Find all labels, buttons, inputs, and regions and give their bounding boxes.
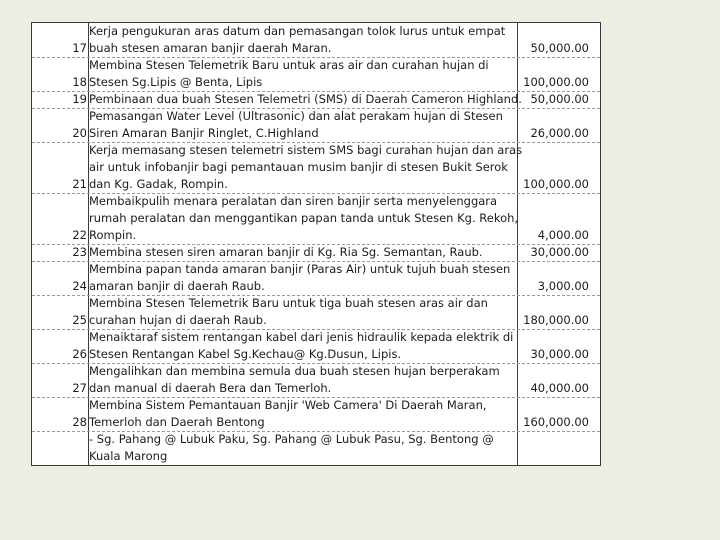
amount-cell: 4,000.00	[537, 228, 589, 242]
item-number	[38, 448, 87, 465]
description-line: amaran banjir di daerah Raub.	[89, 279, 265, 293]
description-line: Stesen Sg.Lipis @ Benta, Lipis	[89, 75, 263, 89]
amount-cell: 26,000.00	[530, 126, 589, 140]
amount-cell: 50,000.00	[530, 41, 589, 55]
description-line: Rompin.	[89, 228, 137, 242]
item-number: 17	[72, 41, 87, 55]
description-line: Siren Amaran Banjir Ringlet, C.Highland	[89, 126, 319, 140]
description-line: rumah peralatan dan menggantikan papan tanda untuk Stesen Kg. Rekoh,	[89, 211, 519, 225]
description-line: Kerja memasang stesen telemetri sistem SMS bagi curahan hujan dan aras	[89, 143, 523, 157]
item-number: 27	[72, 381, 87, 395]
description-line: Kerja pengukuran aras datum dan pemasangan tolok lurus untuk empat	[89, 24, 506, 38]
description-line: Membina Stesen Telemetrik Baru untuk aras air dan curahan hujan di	[89, 58, 489, 72]
item-number: 26	[72, 347, 87, 361]
description-line: Pemasangan Water Level (Ultrasonic) dan alat perakam hujan di Stesen	[89, 109, 503, 123]
amount-cell: 160,000.00	[523, 415, 589, 429]
item-number: 24	[72, 279, 87, 293]
item-number: 23	[72, 245, 87, 259]
description-line: Membina Stesen Telemetrik Baru untuk tiga buah stesen aras air dan	[89, 296, 488, 310]
description-line: air untuk infobanjir bagi pemantauan musim banjir di stesen Bukit Serok	[89, 160, 508, 174]
item-number: 28	[72, 415, 87, 429]
amount-cell: 180,000.00	[523, 313, 589, 327]
amount-cell: 30,000.00	[530, 347, 589, 361]
amount-cell: 50,000.00	[530, 92, 589, 106]
amount-cell: 3,000.00	[537, 279, 589, 293]
item-number: 19	[72, 92, 87, 106]
description-line: Membina papan tanda amaran banjir (Paras Air) untuk tujuh buah stesen	[89, 262, 511, 276]
description-line: Membaikpulih menara peralatan dan siren banjir serta menyelenggara	[89, 194, 498, 208]
description-line: buah stesen amaran banjir daerah Maran.	[89, 41, 332, 55]
description-line: Stesen Rentangan Kabel Sg.Kechau@ Kg.Dusun, Lipis.	[89, 347, 402, 361]
amount-cell	[519, 448, 589, 465]
item-number: 18	[72, 75, 87, 89]
description-line: Temerloh dan Daerah Bentong	[89, 415, 265, 429]
amount-cell: 40,000.00	[530, 381, 589, 395]
description-line: dan manual di daerah Bera dan Temerloh.	[89, 381, 332, 395]
description-line: Pembinaan dua buah Stesen Telemetri (SMS) di Daerah Cameron Highland.	[89, 92, 522, 106]
description-line: Membina Sistem Pemantauan Banjir 'Web Camera' Di Daerah Maran,	[89, 398, 487, 412]
description-line: Menaiktaraf sistem rentangan kabel dari jenis hidraulik kepada elektrik di	[89, 330, 514, 344]
amount-cell: 100,000.00	[523, 177, 589, 191]
description-line: curahan hujan di daerah Raub.	[89, 313, 267, 327]
item-number: 20	[72, 126, 87, 140]
item-number: 21	[72, 177, 87, 191]
item-number: 22	[72, 228, 87, 242]
amount-cell: 100,000.00	[523, 75, 589, 89]
description-line: Kuala Marong	[89, 449, 168, 463]
item-number: 25	[72, 313, 87, 327]
description-line: Membina stesen siren amaran banjir di Kg. Ria Sg. Semantan, Raub.	[89, 245, 483, 259]
description-line: - Sg. Pahang @ Lubuk Paku, Sg. Pahang @ Lubuk Pasu, Sg. Bentong @	[89, 432, 494, 446]
project-table	[31, 22, 601, 466]
description-line: dan Kg. Gadak, Rompin.	[89, 177, 228, 191]
amount-cell: 30,000.00	[530, 245, 589, 259]
description-line: Mengalihkan dan membina semula dua buah stesen hujan berperakam	[89, 364, 500, 378]
